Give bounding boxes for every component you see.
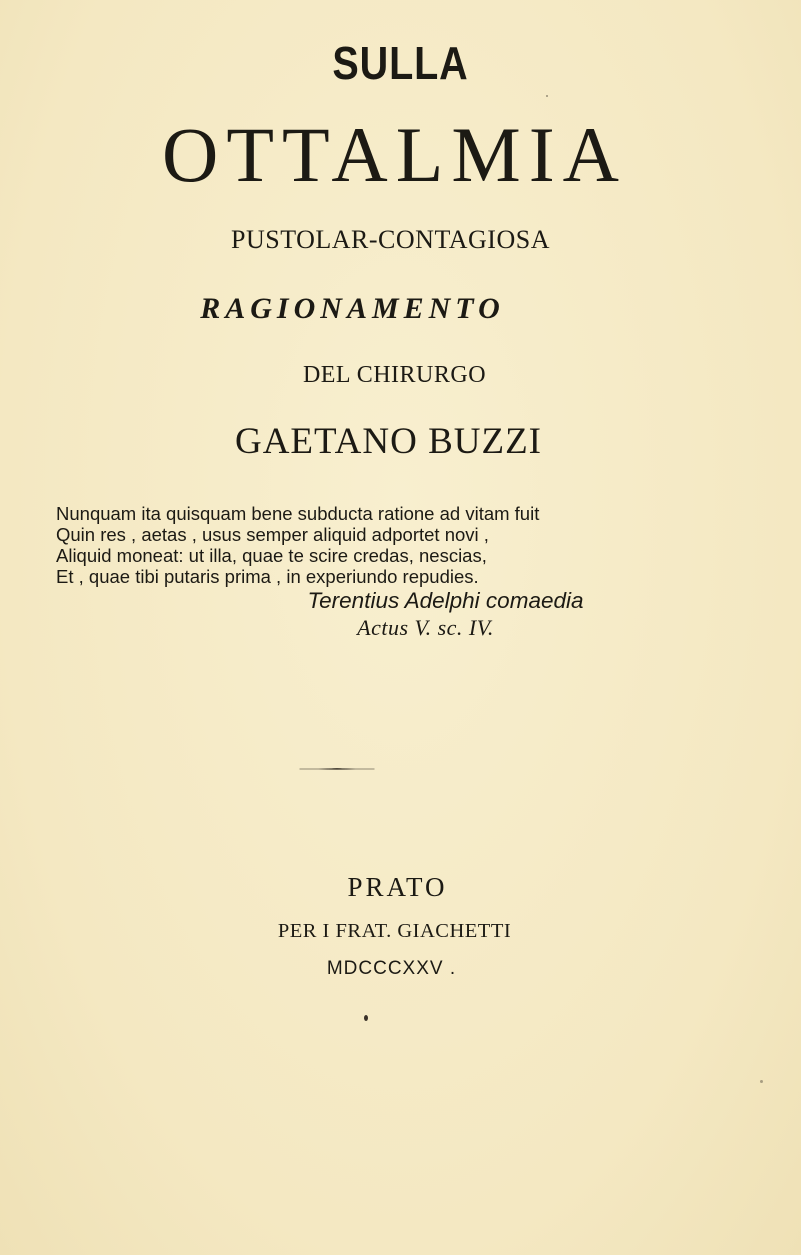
author-name: GAETANO BUZZI — [234, 421, 542, 462]
imprint-city: PRATO — [347, 872, 448, 902]
paper-speck — [546, 95, 548, 97]
imprint-year: MDCCCXXV . — [326, 958, 457, 979]
ornamental-rule — [262, 768, 412, 770]
epigraph — [56, 503, 746, 587]
epigraph-line: Quin res , aetas , usus semper aliquid adportet novi , — [56, 524, 489, 545]
paper-speck — [760, 1080, 763, 1083]
epigraph-line: Nunquam ita quisquam bene subducta ratione ad vitam fuit — [56, 503, 540, 524]
epigraph-reference: Actus V. sc. IV. — [357, 615, 494, 640]
epigraph-source: Terentius Adelphi comaedia — [307, 588, 584, 613]
title-line-ragionamento: RAGIONAMENTO — [200, 292, 505, 325]
imprint-printer: PER I FRAT. GIACHETTI — [277, 920, 512, 942]
title-line-subtitle: PUSTOLAR-CONTAGIOSA — [231, 225, 550, 254]
title-line-sulla: SULLA — [332, 37, 469, 89]
title-line-ottalmia: OTTALMIA — [161, 111, 627, 198]
epigraph-line: Aliquid moneat: ut illa, quae te scire credas, nescias, — [56, 545, 487, 566]
paper-speck — [364, 1015, 368, 1021]
title-line-del-chirurgo: DEL CHIRURGO — [302, 362, 487, 388]
epigraph-line: Et , quae tibi putaris prima , in experiundo repudies. — [56, 566, 479, 587]
